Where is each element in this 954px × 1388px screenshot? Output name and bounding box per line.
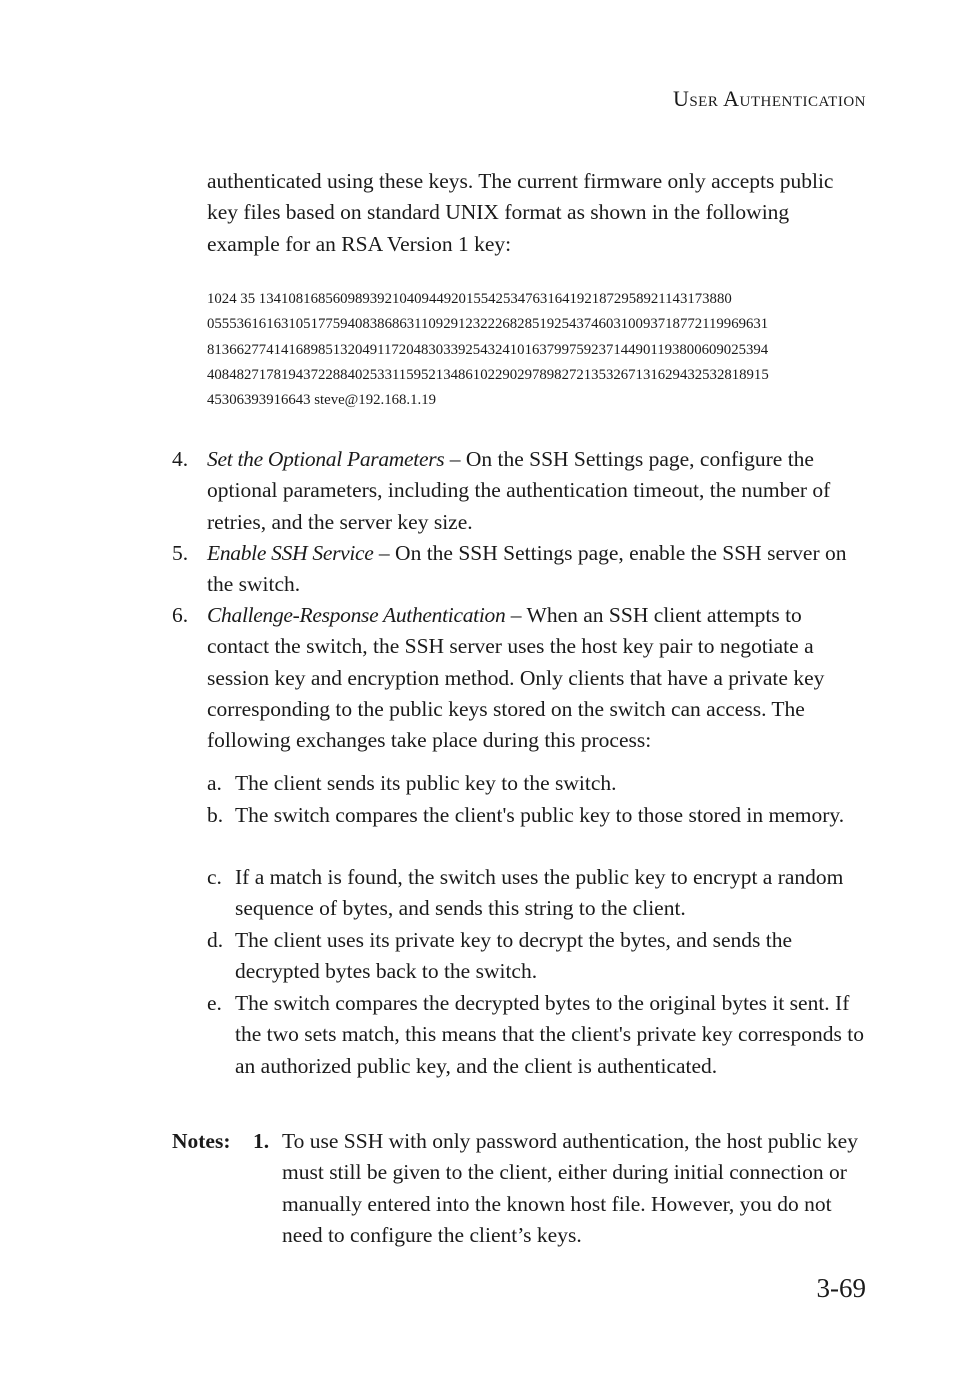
step-content [207,444,867,538]
substep-text: The switch compares the decrypted bytes to the original bytes it sent. If the two sets match, this means that the client's private key corresponds to an authorized public key, and the client is authenticated. [235,991,865,1078]
substep-letter: d. [207,928,224,952]
key-line: 45306393916643 steve@192.168.1.19 [207,392,436,409]
substep-letter: a. [207,771,222,795]
rsa-key-example [207,287,887,413]
step-content [207,538,867,601]
running-header: User Authentication [672,86,866,111]
step-text: – On the SSH Settings page, configure the optional parameters, including the authentication timeout, the number of retries, and the server key size. [207,447,831,534]
key-line: 4084827178194372288402533115952134861022902978982721353267131629432532818915 [207,366,769,383]
step-text: – When an SSH client attempts to contact the switch, the SSH server uses the host key pair to negotiate a session key and encryption method. Only clients that have a private key corresponding to the public keys stored on the switch can access. The following exchanges take place during this process: [207,603,825,753]
notes-label: Notes: [172,1129,231,1153]
step-content [207,600,867,756]
key-line: 1024 35 1341081685609893921040944920155425347631641921872958921143173880 [207,291,732,307]
substep-text: If a match is found, the switch uses the public key to encrypt a random sequence of bytes, and sends this string to the client. [235,865,844,921]
step-title: Enable SSH Service [207,541,374,565]
step-number: 6. [172,603,189,627]
note-text: To use SSH with only password authentication, the host public key must still be given to the client, either during initial connection or manually entered into the known host file. However, you do not need to configure the client’s keys. [282,1129,858,1247]
key-line: 0555361616310517759408386863110929123222682851925437460310093718772119969631 [207,316,769,333]
substep-letter: b. [207,803,224,827]
substep-text: The client uses its private key to decrypt the bytes, and sends the decrypted bytes back to the switch. [235,928,793,984]
note-number: 1. [253,1129,270,1153]
substep-letter: c. [207,865,222,889]
step-number: 5. [172,541,189,565]
substep-letter: e. [207,991,222,1015]
substep-text: The client sends its public key to the switch. [235,771,617,795]
intro-paragraph: authenticated using these keys. The current firmware only accepts public key files based on standard UNIX format as shown in the following example for an RSA Version 1 key: [207,169,834,256]
step-number: 4. [172,447,189,471]
key-line: 8136627741416898513204911720483033925432410163799759237144901193800609025394 [207,341,769,358]
step-title: Challenge-Response Authentication [207,603,506,627]
substep-text: The switch compares the client's public key to those stored in memory. [235,803,845,827]
step-text: – On the SSH Settings page, enable the SSH server on the switch. [207,541,847,597]
step-title: Set the Optional Parameters [207,447,445,471]
page-number: 3-69 [816,1273,866,1303]
